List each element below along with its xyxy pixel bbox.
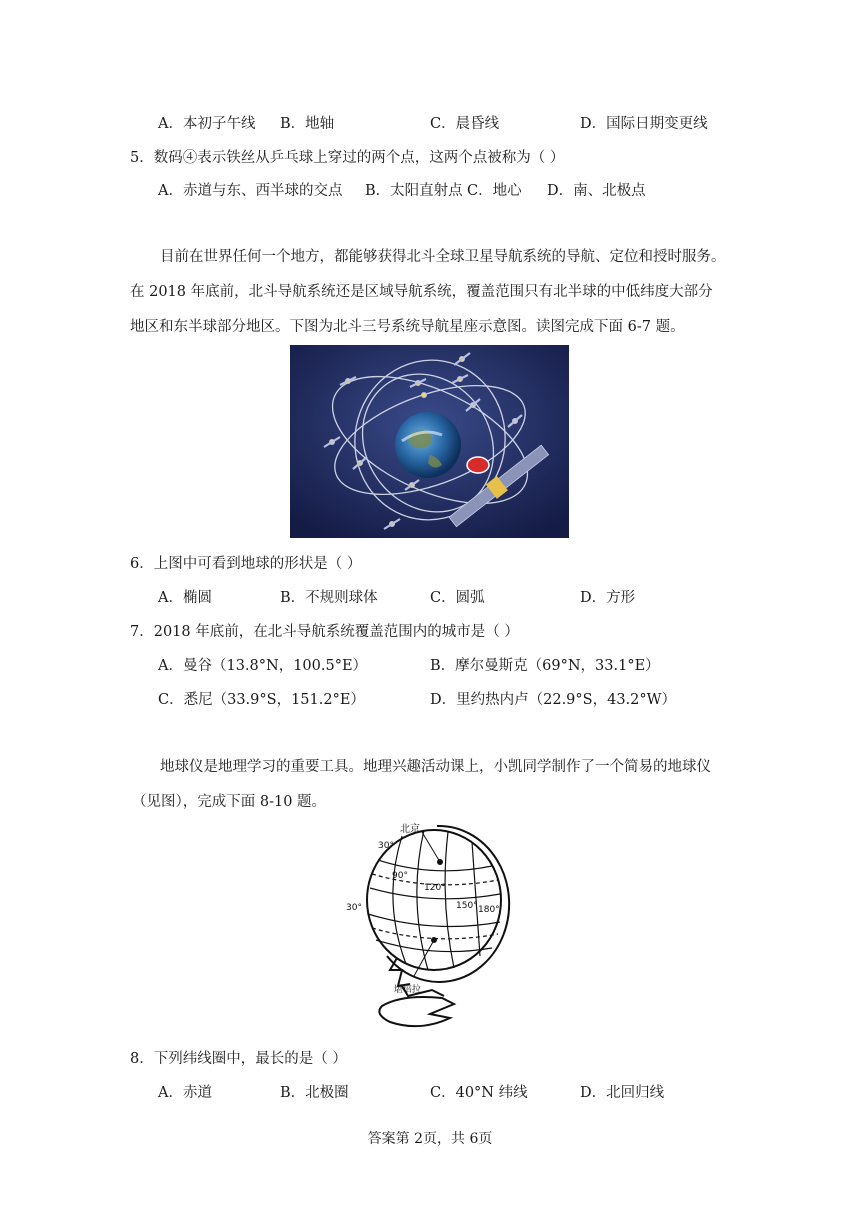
q7-option-a: A．曼谷（13.8°N，100.5°E） xyxy=(158,658,368,674)
q7-option-b: B．摩尔曼斯克（69°N，33.1°E） xyxy=(430,658,660,674)
q6-option-b: B．不规则球体 xyxy=(280,590,378,606)
q8-option-b: B．北极圈 xyxy=(280,1085,349,1101)
q5-option-c: C．地心 xyxy=(467,183,522,199)
globe-label-beijing: 北京 xyxy=(400,824,420,835)
passage1-line3: 地区和东半球部分地区。下图为北斗三号系统导航星座示意图。读图完成下面 6-7 题。 xyxy=(130,319,685,335)
q7-option-d: D．里约热内卢（22.9°S，43.2°W） xyxy=(430,692,677,708)
page-footer: 答案第 2页，共 6页 xyxy=(367,1131,493,1147)
passage2-line1: 地球仪是地理学习的重要工具。地理兴趣活动课上，小凯同学制作了一个简易的地球仪 xyxy=(160,759,711,775)
q8-option-d: D．北回归线 xyxy=(580,1085,665,1101)
q8-option-a: A．赤道 xyxy=(158,1085,212,1101)
q8-stem: 8．下列纬线圈中，最长的是（ ） xyxy=(130,1051,347,1067)
q6-option-c: C．圆弧 xyxy=(430,590,485,606)
passage1-line1: 目前在世界任何一个地方，都能够获得北斗全球卫星导航系统的导航、定位和授时服务。 xyxy=(160,249,726,265)
q4-option-d: D．国际日期变更线 xyxy=(580,116,708,132)
q6-option-a: A．椭圆 xyxy=(158,590,212,606)
q7-option-c: C．悉尼（33.9°S，151.2°E） xyxy=(158,692,365,708)
globe-label-30s: 30° xyxy=(346,903,362,913)
passage1-line2: 在 2018 年底前，北斗导航系统还是区域导航系统，覆盖范围只有北半球的中低纬度大部分 xyxy=(130,284,713,300)
q8-option-c: C．40°N 纬线 xyxy=(430,1085,528,1101)
globe-label-120: 120° xyxy=(424,883,446,893)
q5-option-d: D．南、北极点 xyxy=(547,183,646,199)
passage2-line2: （见图），完成下面 8-10 题。 xyxy=(132,794,327,810)
globe-label-30n: 30° xyxy=(378,841,394,851)
q6-option-d: D．方形 xyxy=(580,590,636,606)
q5-option-b: B．太阳直射点 xyxy=(365,183,463,199)
globe-figure xyxy=(342,818,522,1036)
globe-label-90: 90° xyxy=(392,871,408,881)
beidou-constellation-figure xyxy=(290,345,569,538)
q7-stem: 7．2018 年底前，在北斗导航系统覆盖范围内的城市是（ ） xyxy=(130,624,519,640)
q6-stem: 6．上图中可看到地球的形状是（ ） xyxy=(130,556,362,572)
q4-option-a: A．本初子午线 xyxy=(158,116,256,132)
q5-option-a: A．赤道与东、西半球的交点 xyxy=(158,183,343,199)
globe-label-150: 150° xyxy=(456,901,478,911)
q5-stem: 5．数码④表示铁丝从乒乓球上穿过的两个点，这两个点被称为（ ） xyxy=(130,150,565,166)
q4-option-b: B．地轴 xyxy=(280,116,335,132)
globe-label-place: 堪培拉 xyxy=(394,985,422,995)
q4-option-c: C．晨昏线 xyxy=(430,116,500,132)
globe-label-180: 180° xyxy=(478,905,500,915)
